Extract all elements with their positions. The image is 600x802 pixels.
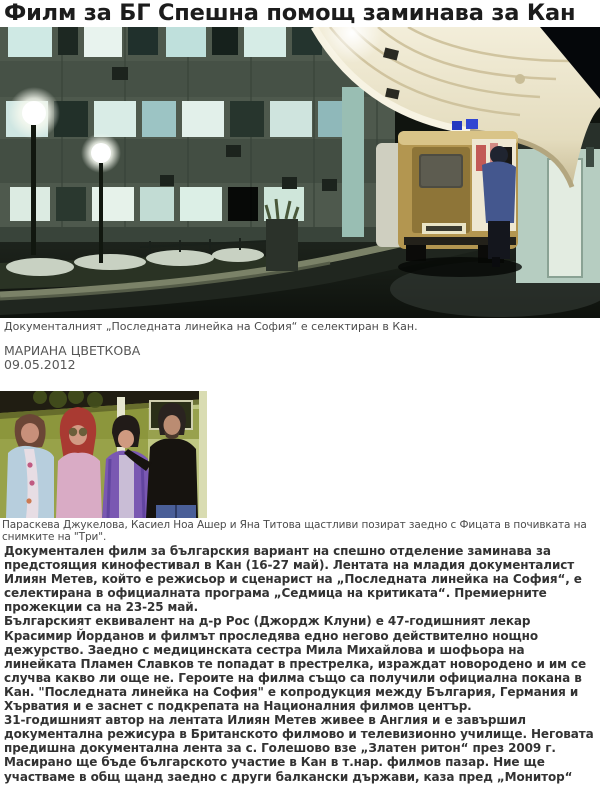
hospital-facade: [0, 27, 395, 275]
article-body: [4, 544, 596, 784]
second-photo-caption: Параскева Джукелова, Касиел Ноа Ашер и Яна Титова щастливи позират заедно с Фицата в почивката на снимките на "Три".: [2, 519, 587, 543]
main-photo-caption: Документалният „Последната линейка на София“ е селектиран в Кан.: [4, 319, 418, 333]
blue-beacon: [452, 121, 462, 130]
person-woman-red-hair: [56, 407, 102, 518]
paragraph-director: 31-годишният автор на лентата Илиян Метев живее в Англия и е завършил документална режисура в Британското филмово и телевизионно училище. Неговата предишна документална лента за с. Голешово взе „Златен ритон“ през 2009 г. Масирано ще бъде българското участие в Кан в т.нар. филмов пазар. Ние ще участваме в общ щанд заедно с други балкански държави, каза пред „Монитор“: [4, 713, 594, 784]
page-title: Филм за БГ Спешна помощ заминава за Кан: [4, 0, 576, 26]
paragraph-plot: Българският еквивалент на д-р Рос (Джордж Клуни) е 47-годишният лекар Красимир Йорданов и филмът проследява едно негово действително нощно дежурство. Заедно с медицинската сестра Мила Михайлова и шофьора на линейката Пламен Славков те попадат в престрелка, израждат новородено и им се случва какво ли още не. Героите на филма също са получили официална покана в Кан. "Последната линейка на София" е копродукция между България, Германия и Хърватия и е заснет с подкрепата на Националния филмов център.: [4, 614, 586, 714]
paragraph-lead: Документален филм за българския вариант на спешно отделение заминава за предстоящия кинофестивал в Кан (16-27 май). Лентата на младия документалист Илиян Метев, който е режисьор и сценарист на „Последната линейка на София“, е селектирана в официалната програма „Седмица на критиката“. Премиерните прожекции са на 23-25 май.: [4, 544, 582, 615]
main-photo: [0, 27, 600, 318]
second-photo: [0, 391, 207, 518]
article-page: [0, 2, 600, 802]
publish-date: 09.05.2012: [4, 357, 76, 372]
author-name: МАРИАНА ЦВЕТКОВА: [4, 343, 141, 358]
